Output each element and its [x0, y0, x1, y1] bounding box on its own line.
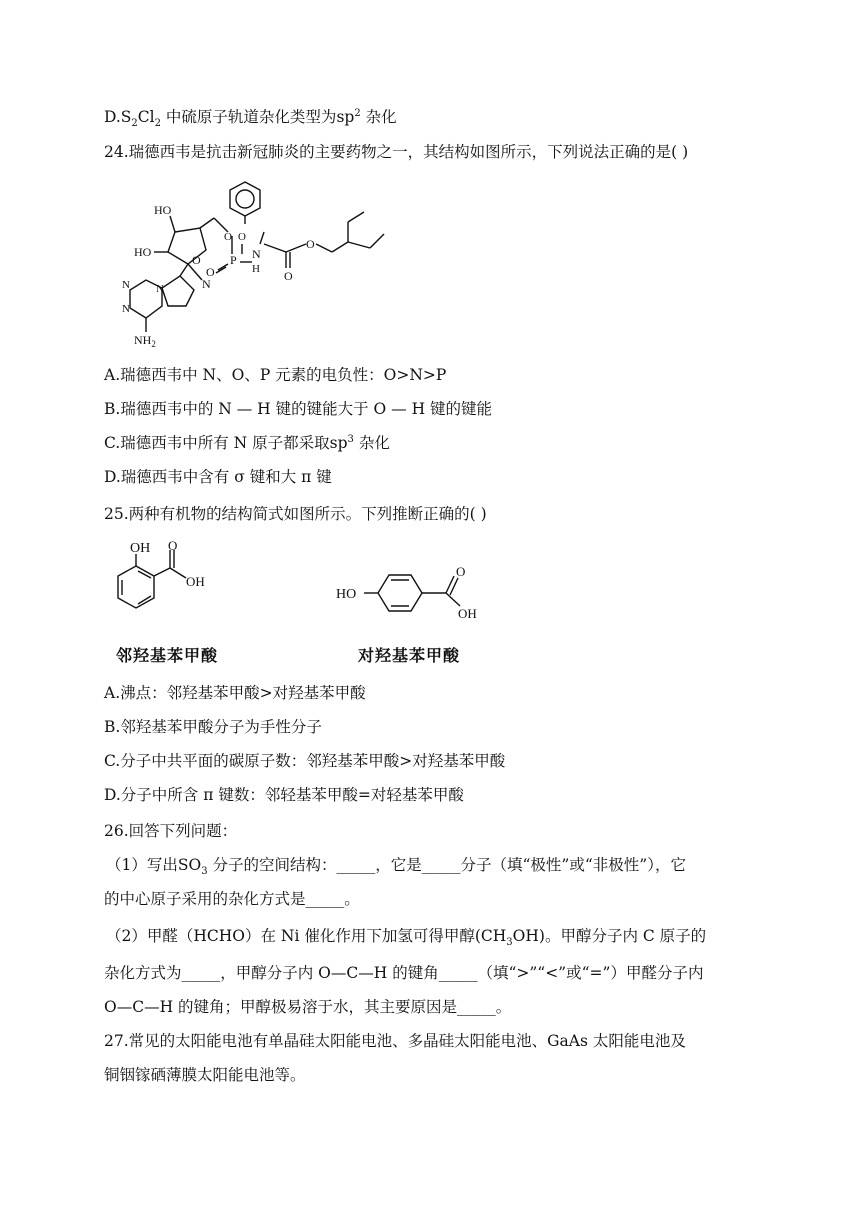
- svg-text:HO: HO: [154, 203, 172, 217]
- svg-text:N: N: [202, 277, 211, 291]
- q25-option-b: B.邻羟基苯甲酸分子为手性分子: [104, 718, 322, 736]
- q24-option-c: C.瑞德西韦中所有 N 原子都采取$sp^3$ 杂化: [104, 433, 390, 452]
- q23-option-d: $D.S_2Cl_2$ 中硫原子轨道杂化类型为$sp^2$ 杂化: [104, 107, 397, 130]
- caption-p-hydroxybenzoic-acid: 对羟基苯甲酸: [358, 646, 461, 665]
- q24-option-b: B.瑞德西韦中的 N — H 键的键能大于 O — H 键的键能: [104, 400, 493, 418]
- svg-text:O: O: [306, 237, 315, 251]
- svg-text:P: P: [230, 253, 237, 267]
- q25-option-a: A.沸点：邻羟基苯甲酸>对羟基苯甲酸: [104, 684, 366, 702]
- q25-option-d: D.分子中所含 π 键数：邻轻基苯甲酸=对轻基苯甲酸: [104, 786, 464, 804]
- svg-text:N: N: [156, 283, 164, 295]
- svg-text:O: O: [192, 253, 201, 267]
- q27-line2: 铜铟镓硒薄膜太阳能电池等。: [104, 1066, 306, 1084]
- svg-text:H: H: [252, 263, 260, 275]
- svg-text:O: O: [206, 265, 215, 279]
- svg-text:O: O: [224, 231, 232, 243]
- svg-text:N: N: [252, 247, 261, 261]
- q24-option-d: D.瑞德西韦中含有 σ 键和大 π 键: [104, 468, 332, 486]
- svg-text:O: O: [456, 564, 466, 579]
- q26-part2-line3: O—C—H 的键角；甲醇极易溶于水，其主要原因是_____。: [104, 998, 512, 1016]
- svg-text:OH: OH: [130, 541, 151, 556]
- q26-part1-line2: 的中心原子采用的杂化方式是_____。: [104, 890, 360, 908]
- svg-text:OH: OH: [186, 574, 205, 589]
- svg-text:O: O: [238, 231, 246, 243]
- svg-text:O: O: [168, 540, 178, 553]
- q25-option-c: C.分子中共平面的碳原子数：邻羟基苯甲酸>对羟基苯甲酸: [104, 752, 506, 770]
- q27-line1: 27.常见的太阳能电池有单晶硅太阳能电池、多晶硅太阳能电池、GaAs 太阳能电池及: [104, 1032, 686, 1050]
- q26-part2-line2: 杂化方式为_____，甲醇分子内 O—C—H 的键角_____（填“>”“<”或“=”）甲醛分子内: [104, 964, 704, 982]
- svg-text:HO: HO: [336, 587, 357, 602]
- svg-text:HO: HO: [134, 245, 152, 259]
- q26-stem: 26.回答下列问题：: [104, 822, 238, 840]
- salicylic-acid-structure: [110, 540, 220, 630]
- q25-stem: 25.两种有机物的结构简式如图所示。下列推断正确的( ): [104, 505, 487, 523]
- q26-part1-line1: （1）写出$SO_3$ 分子的空间结构：_____，它是_____分子（填“极性”或“非极性”），它: [106, 856, 686, 878]
- q24-option-a: A.瑞德西韦中 N、O、P 元素的电负性：O>N>P: [104, 366, 447, 384]
- svg-text:N: N: [122, 303, 130, 315]
- q26-part2-line1: （2）甲醛（HCHO）在 Ni 催化作用下加氢可得甲醇$(CH_3OH)$。甲醇分子内 C 原子的: [106, 927, 707, 949]
- q24-stem: 24.瑞德西韦是抗击新冠肺炎的主要药物之一，其结构如图所示，下列说法正确的是( ): [104, 143, 689, 161]
- caption-salicylic-acid: 邻羟基苯甲酸: [116, 646, 219, 665]
- svg-text:NH2: $NH_2$: [134, 333, 156, 349]
- remdesivir-structure: [110, 172, 400, 362]
- svg-text:N: N: [122, 279, 130, 291]
- svg-text:O: O: [284, 269, 293, 283]
- svg-text:OH: OH: [458, 606, 477, 621]
- p-hydroxybenzoic-acid-structure: [334, 560, 494, 630]
